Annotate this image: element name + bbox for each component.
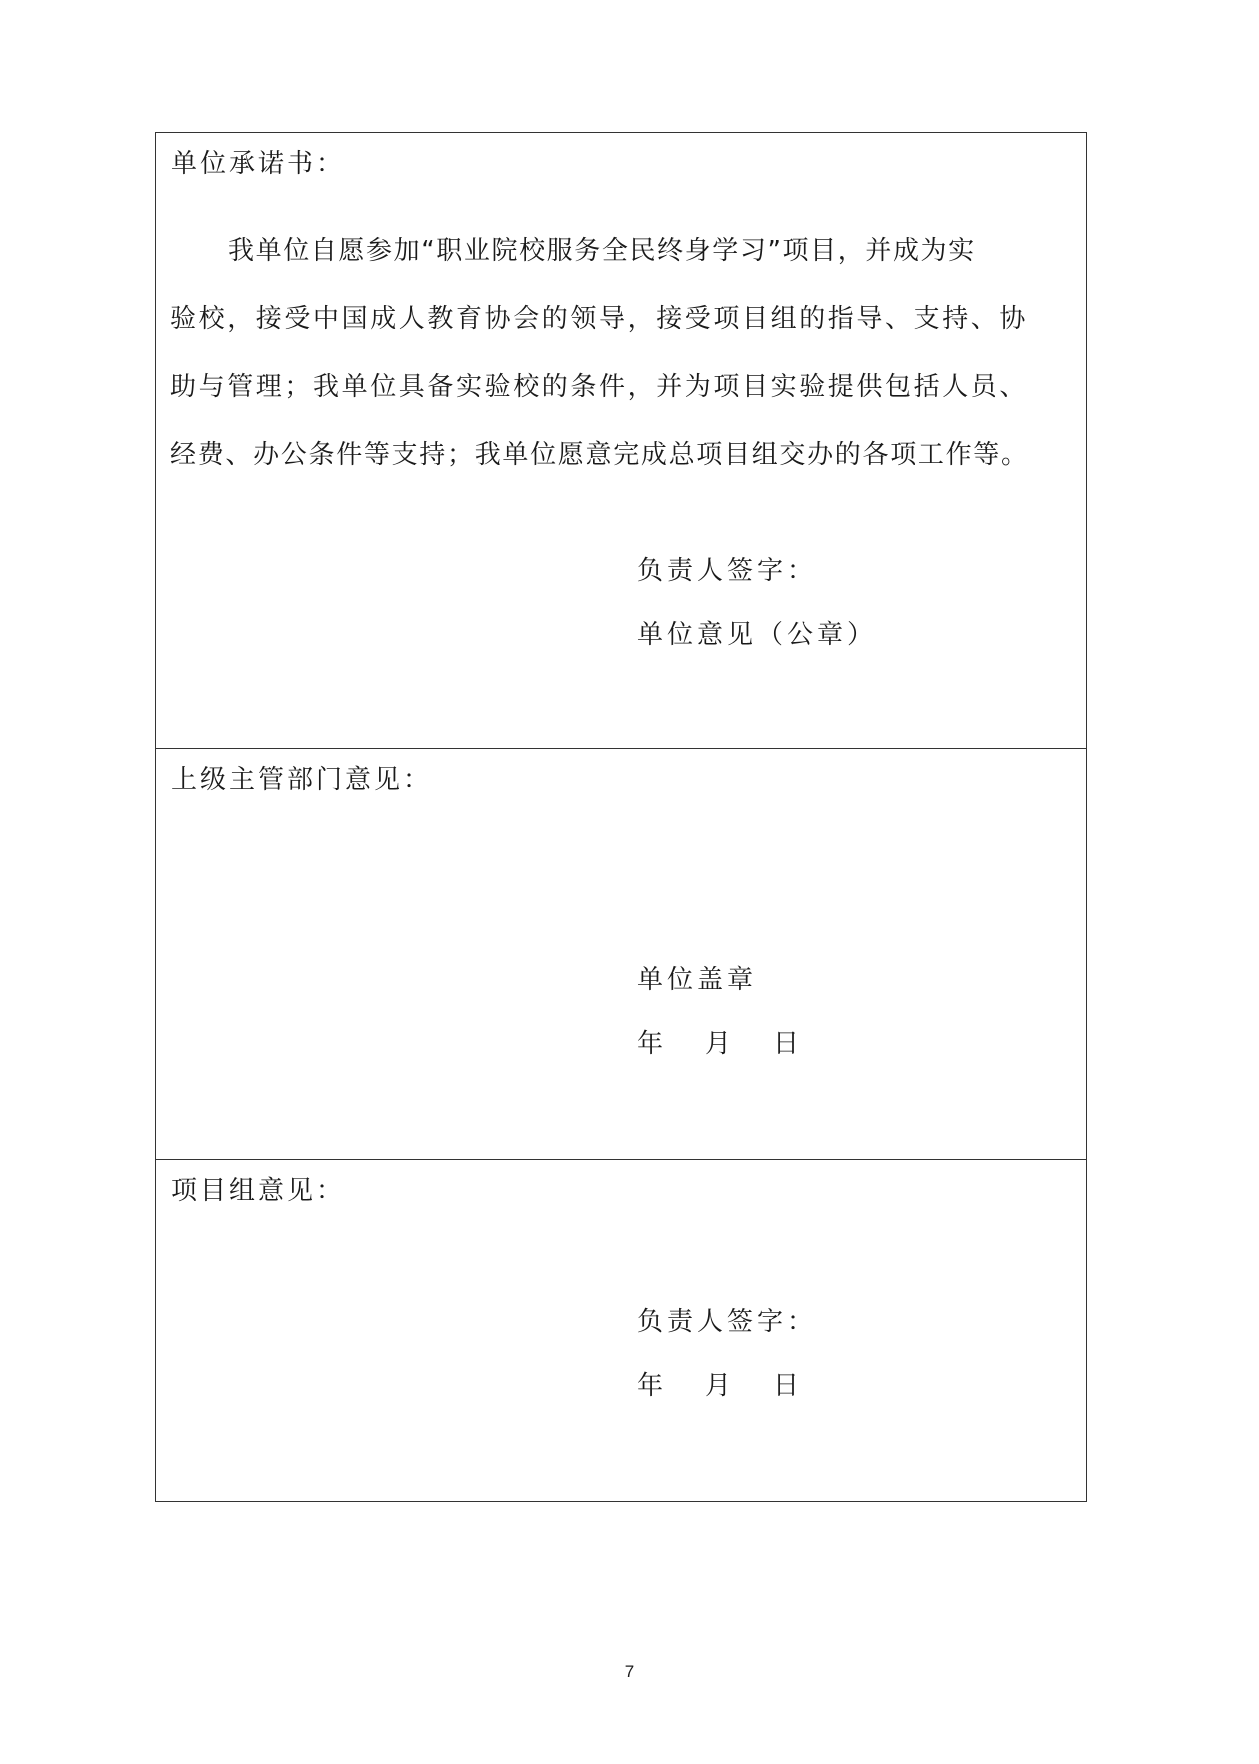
- commitment-heading: 单位承诺书：: [171, 149, 346, 179]
- supervisor-section: [156, 749, 1086, 1160]
- commitment-line: 经费、办公条件等支持；我单位愿意完成总项目组交办的各项工作等。: [170, 440, 1029, 470]
- supervisor-seal-label: 单位盖章: [637, 965, 758, 995]
- commitment-signature-label: 负责人签字：: [637, 556, 818, 586]
- date-day-label: 日: [773, 1371, 800, 1401]
- commitment-line: 验校，接受中国成人教育协会的领导，接受项目组的指导、支持、协: [170, 304, 1029, 334]
- project-group-heading: 项目组意见：: [171, 1176, 346, 1206]
- commitment-line: 我单位自愿参加“职业院校服务全民终身学习”项目，并成为实: [228, 236, 976, 266]
- date-day-label: 日: [773, 1029, 800, 1059]
- commitment-line: 助与管理；我单位具备实验校的条件，并为项目实验提供包括人员、: [170, 372, 1029, 402]
- commitment-section: [156, 133, 1086, 749]
- project-group-signature-label: 负责人签字：: [637, 1307, 818, 1337]
- project-group-date-line: [637, 1373, 799, 1399]
- date-year-label: 年: [637, 1029, 664, 1059]
- date-month-label: 月: [705, 1371, 732, 1401]
- commitment-seal-label: 单位意见（公章）: [637, 620, 878, 650]
- date-year-label: 年: [637, 1371, 664, 1401]
- page-number: 7: [624, 1662, 635, 1681]
- project-group-section: [156, 1160, 1086, 1501]
- supervisor-heading: 上级主管部门意见：: [171, 765, 433, 795]
- supervisor-date-line: [637, 1031, 799, 1057]
- commitment-body: [170, 217, 1075, 489]
- application-form-table: [155, 132, 1087, 1502]
- date-month-label: 月: [705, 1029, 732, 1059]
